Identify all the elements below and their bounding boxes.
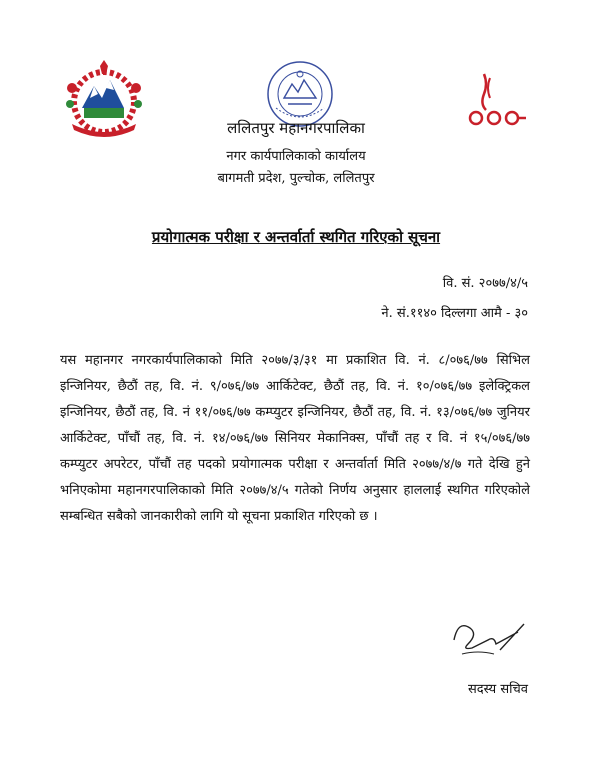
notice-title: प्रयोगात्मक परीक्षा र अन्तर्वार्ता स्थगित गरिएको सूचना — [151, 228, 441, 246]
signatory-title: सदस्य सचिव — [467, 682, 528, 697]
office-address: बागमती प्रदेश, पुल्चोक, ललितपुर — [217, 171, 375, 186]
office-name: ललितपुर महानगरपालिका — [227, 119, 365, 137]
notice-body: यस महानगर नगरकार्यपालिकाको मिति २०७७/३/३१ मा प्रकाशित वि. नं. ८/०७६/७७ सिभिल इन्जिनियर, छैठौं तह, वि. नं. ९/०७६/७७ आर्किटेक्ट, छैठौं तह, वि. नं. १०/०७६/७७ इलेक्ट्रिकल इन्जिनियर, छैठौं तह, वि. नं ११/०७६/७७ कम्प्युटर इन्जिनियर, छैठौं तह, वि. नं. १३/०७६/७७ जुनियर आर्किटेक्ट, पाँचौं तह, वि. नं. १४/०७६/७७ सिनियर मेकानिक्स, पाँचौं तह र वि. नं १५/०७६/७७ कम्प्युटर अपरेटर, पाँचौं तह पदको प्रयोगात्मक परीक्षा र अन्तर्वार्ता मिति २०७७/४/७ गते देखि हुने भनिएकोमा महानगरपालिकाको मिति २०७७/४/५ गतेको निर्णय अनुसार हाललाई स्थगित गरिएकोले सम्बन्धित सबैको जानकारीको लागि यो सूचना प्रकाशित गरिएको छ । — [60, 353, 530, 524]
notice-date: वि. सं. २०७७/४/५ — [442, 276, 528, 291]
sub-office-name: नगर कार्यपालिकाको कार्यालय — [226, 149, 366, 164]
signature-icon — [448, 610, 528, 660]
notice-reference: ने. सं.११४० दिल्लगा आमै - ३० — [381, 306, 528, 321]
